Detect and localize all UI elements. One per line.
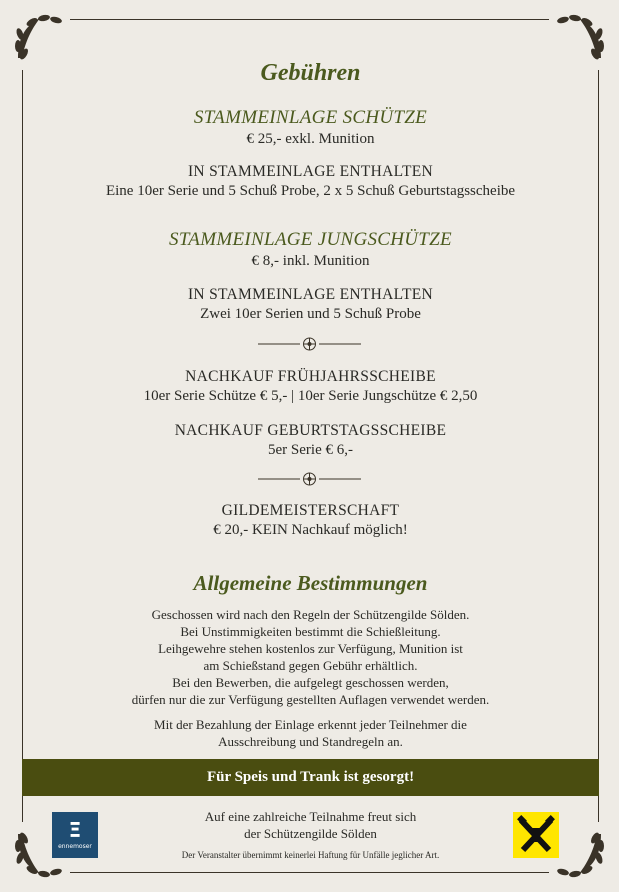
section-heading-jungschuetze: STAMMEINLAGE JUNGSCHÜTZE [169, 229, 452, 250]
catering-banner: Für Speis und Trank ist gesorgt! [22, 759, 599, 796]
rules-title: Allgemeine Bestimmungen [193, 571, 428, 595]
ornament-divider [0, 336, 619, 352]
frame-top-line [70, 19, 549, 20]
rules-line: Ausschreibung und Standregeln an. [218, 734, 403, 749]
gilde-text: € 20,- KEIN Nachkauf möglich! [213, 522, 408, 538]
footer-line-1: Auf eine zahlreiche Teilnahme freut sich [204, 809, 417, 824]
raiffeisen-gable-cross-icon [513, 812, 559, 858]
rules-line: Leihgewehre stehen kostenlos zur Verfügung, Munition ist [158, 641, 463, 656]
section-included-label-jungschuetze: IN STAMMEINLAGE ENTHALTEN [187, 286, 434, 303]
rules-text-2 [22, 716, 599, 750]
footer-disclaimer: Der Veranstalter übernimmt keinerlei Haftung für Unfälle jeglicher Art. [181, 850, 440, 860]
section-price-schuetze: € 25,- exkl. Munition [246, 131, 375, 147]
frame-bottom-line [70, 872, 549, 873]
ennemoser-logo-text: ennemoser [58, 843, 92, 850]
footer-line-2: der Schützengilde Sölden [244, 826, 377, 841]
section-heading-schuetze: STAMMEINLAGE SCHÜTZE [193, 107, 428, 128]
section-included-label-schuetze: IN STAMMEINLAGE ENTHALTEN [187, 163, 434, 180]
rules-line: Bei Unstimmigkeiten bestimmt die Schießleitung. [180, 624, 441, 639]
ennemoser-logo-mark: Ξ [68, 818, 82, 842]
rules-line: Mit der Bezahlung der Einlage erkennt jeder Teilnehmer die [154, 717, 467, 732]
section-included-text-jungschuetze: Zwei 10er Serien und 5 Schuß Probe [200, 306, 421, 322]
ornament-divider [0, 471, 619, 487]
gilde-heading: GILDEMEISTERSCHAFT [221, 502, 400, 519]
raiffeisen-logo [513, 812, 559, 858]
rules-line: Geschossen wird nach den Regeln der Schützengilde Sölden. [151, 607, 470, 622]
rules-line: Bei den Bewerben, die aufgelegt geschossen werden, [172, 675, 449, 690]
rules-text [22, 606, 599, 708]
section-included-text-schuetze: Eine 10er Serie und 5 Schuß Probe, 2 x 5 Schuß Geburtstagsscheibe [105, 183, 516, 199]
rules-line: am Schießstand gegen Gebühr erhältlich. [203, 658, 418, 673]
page-title: Gebühren [260, 60, 361, 86]
corner-ornament-top-left [10, 10, 66, 66]
rules-line: dürfen nur die zur Verfügung gestellten Auflagen verwendet werden. [131, 692, 490, 707]
section-price-jungschuetze: € 8,- inkl. Munition [251, 253, 370, 269]
corner-ornament-top-right [553, 10, 609, 66]
extra-text-geburtstag: 5er Serie € 6,- [268, 442, 353, 458]
extra-text-fruehjahr: 10er Serie Schütze € 5,- | 10er Serie Jungschütze € 2,50 [143, 388, 478, 404]
extra-heading-geburtstag: NACHKAUF GEBURTSTAGSSCHEIBE [174, 422, 447, 439]
extra-heading-fruehjahr: NACHKAUF FRÜHJAHRSSCHEIBE [185, 368, 436, 385]
